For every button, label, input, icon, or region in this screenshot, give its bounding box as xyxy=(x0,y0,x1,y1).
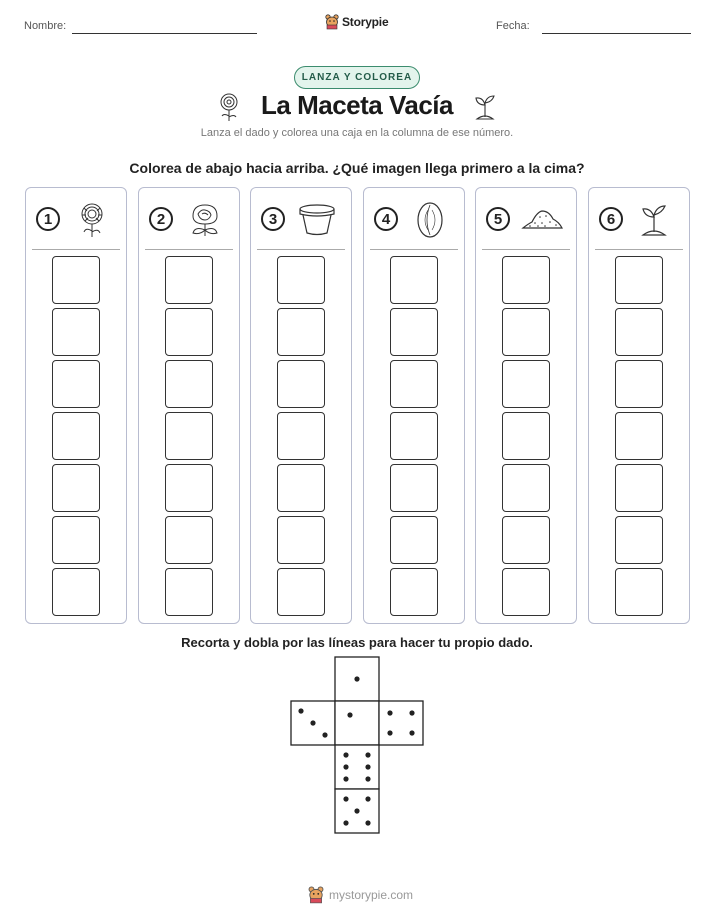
color-box[interactable] xyxy=(390,360,438,408)
color-box[interactable] xyxy=(390,464,438,512)
flower-pot-icon xyxy=(295,202,339,238)
die-face-right xyxy=(379,701,423,745)
color-box[interactable] xyxy=(615,464,663,512)
dice-instruction: Recorta y dobla por las líneas para hacer tu propio dado. xyxy=(181,635,533,650)
activity-badge: LANZA Y COLOREA xyxy=(294,66,420,89)
color-box[interactable] xyxy=(502,464,550,512)
column-number: 4 xyxy=(374,207,398,231)
column-number: 1 xyxy=(36,207,60,231)
carnation-flower-icon xyxy=(70,202,114,238)
storypie-logo xyxy=(325,14,388,30)
color-box[interactable] xyxy=(52,360,100,408)
page-title: La Maceta Vacía xyxy=(261,90,453,120)
date-line xyxy=(542,33,691,34)
color-box[interactable] xyxy=(165,412,213,460)
rose-flower-icon xyxy=(183,202,227,238)
page-subtitle: Lanza el dado y colorea una caja en la columna de ese número. xyxy=(200,127,514,139)
color-box[interactable] xyxy=(502,516,550,564)
color-box[interactable] xyxy=(52,256,100,304)
color-box[interactable] xyxy=(502,412,550,460)
logo-text: Storypie xyxy=(342,15,389,29)
color-box[interactable] xyxy=(165,308,213,356)
color-box[interactable] xyxy=(277,360,325,408)
color-box[interactable] xyxy=(390,412,438,460)
sprout-title-icon xyxy=(472,93,498,121)
color-box[interactable] xyxy=(502,360,550,408)
color-box[interactable] xyxy=(165,568,213,616)
name-line xyxy=(72,33,257,34)
color-box[interactable] xyxy=(390,308,438,356)
color-box[interactable] xyxy=(165,256,213,304)
column-1 xyxy=(25,187,127,624)
color-box[interactable] xyxy=(52,308,100,356)
column-3 xyxy=(250,187,352,624)
color-box[interactable] xyxy=(277,464,325,512)
color-box[interactable] xyxy=(615,412,663,460)
color-box[interactable] xyxy=(615,308,663,356)
column-5 xyxy=(475,187,577,624)
bear-mascot-icon xyxy=(325,14,339,30)
color-box[interactable] xyxy=(52,568,100,616)
footer-url: mystorypie.com xyxy=(329,888,414,902)
soil-pile-icon xyxy=(520,202,564,238)
date-label: Fecha: xyxy=(496,20,530,32)
color-box[interactable] xyxy=(502,256,550,304)
color-box[interactable] xyxy=(615,516,663,564)
bear-footer-icon xyxy=(308,886,324,904)
color-box[interactable] xyxy=(277,568,325,616)
column-4 xyxy=(363,187,465,624)
footer xyxy=(308,886,413,904)
color-box[interactable] xyxy=(502,308,550,356)
column-number: 2 xyxy=(149,207,173,231)
color-box[interactable] xyxy=(52,412,100,460)
color-box[interactable] xyxy=(615,256,663,304)
dice-net xyxy=(290,656,426,836)
color-box[interactable] xyxy=(390,256,438,304)
color-box[interactable] xyxy=(52,516,100,564)
color-box[interactable] xyxy=(165,516,213,564)
color-box[interactable] xyxy=(390,568,438,616)
color-box[interactable] xyxy=(277,516,325,564)
column-2 xyxy=(138,187,240,624)
color-box[interactable] xyxy=(277,256,325,304)
color-box[interactable] xyxy=(165,360,213,408)
color-box[interactable] xyxy=(165,464,213,512)
color-box[interactable] xyxy=(615,360,663,408)
column-number: 6 xyxy=(599,207,623,231)
color-box[interactable] xyxy=(277,412,325,460)
color-box[interactable] xyxy=(52,464,100,512)
color-box[interactable] xyxy=(502,568,550,616)
column-number: 5 xyxy=(486,207,510,231)
color-box[interactable] xyxy=(615,568,663,616)
column-number: 3 xyxy=(261,207,285,231)
die-face-center xyxy=(335,701,379,745)
name-label: Nombre: xyxy=(24,20,67,32)
color-box[interactable] xyxy=(277,308,325,356)
sprout-icon xyxy=(633,202,677,238)
die-face-lower xyxy=(335,745,379,789)
column-6 xyxy=(588,187,690,624)
color-box[interactable] xyxy=(390,516,438,564)
game-instruction: Colorea de abajo hacia arriba. ¿Qué imagen llega primero a la cima? xyxy=(129,160,585,176)
seed-icon xyxy=(408,202,452,238)
